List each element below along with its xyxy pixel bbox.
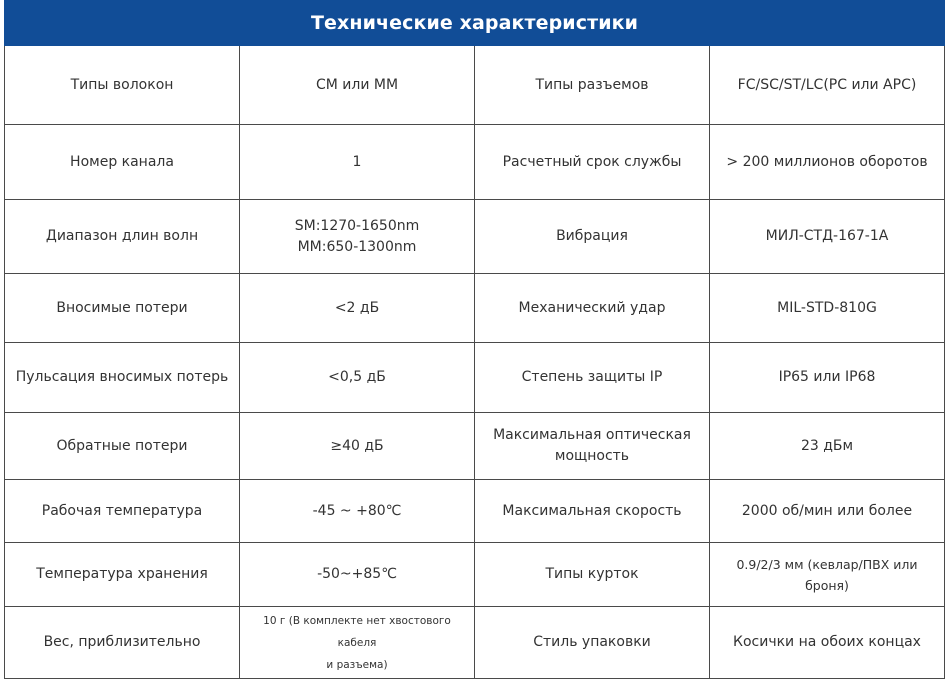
param-label: Рабочая температура [5,480,240,543]
param-label: Расчетный срок службы [475,125,710,200]
table-row [5,543,945,607]
param-value-line: и разъема) [326,658,388,671]
param-value: МИЛ-СТД-167-1А [710,200,945,274]
param-value: 1 [240,125,475,200]
param-value: MIL-STD-810G [710,274,945,343]
param-value: ≥40 дБ [240,413,475,480]
table-title: Технические характеристики [5,1,945,46]
param-label: Диапазон длин волн [5,200,240,274]
param-label: Вносимые потери [5,274,240,343]
param-label: Типы разъемов [475,46,710,125]
param-label: Обратные потери [5,413,240,480]
table-row [5,200,945,274]
param-value: <0,5 дБ [240,343,475,413]
param-value-line: 10 г (В комплекте нет хвостового кабеля [263,614,451,649]
param-label: Механический удар [475,274,710,343]
param-label: Типы курток [475,543,710,607]
param-label [475,413,710,480]
table-row [5,46,945,125]
param-label: Максимальная скорость [475,480,710,543]
param-value: <2 дБ [240,274,475,343]
param-label: Вес, приблизительно [5,607,240,679]
param-value: Косички на обоих концах [710,607,945,679]
param-label: Типы волокон [5,46,240,125]
param-value [240,607,475,679]
param-value [240,200,475,274]
param-value: FC/SC/ST/LC(PC или APC) [710,46,945,125]
param-label-line: мощность [554,448,630,464]
param-value: 2000 об/мин или более [710,480,945,543]
param-value: 0.9/2/3 мм (кевлар/ПВХ или броня) [710,543,945,607]
param-label: Стиль упаковки [475,607,710,679]
table-row [5,607,945,679]
param-label-line: Максимальная оптическая [493,427,691,443]
table-row [5,125,945,200]
param-label: Пульсация вносимых потерь [5,343,240,413]
param-value: СМ или ММ [240,46,475,125]
spec-table [4,0,945,679]
param-value: IP65 или IP68 [710,343,945,413]
param-label: Температура хранения [5,543,240,607]
param-value: -45 ~ +80℃ [240,480,475,543]
param-label: Вибрация [475,200,710,274]
table-row [5,274,945,343]
spec-table-container [4,0,944,679]
param-value: > 200 миллионов оборотов [710,125,945,200]
table-row [5,480,945,543]
param-value: -50~+85℃ [240,543,475,607]
table-row [5,343,945,413]
table-row [5,413,945,480]
param-value: 23 дБм [710,413,945,480]
param-value-line: SM:1270-1650nm [294,217,420,234]
param-label: Номер канала [5,125,240,200]
param-value-line: MM:650-1300nm [297,238,417,255]
param-label: Степень защиты IP [475,343,710,413]
table-header-row [5,1,945,46]
